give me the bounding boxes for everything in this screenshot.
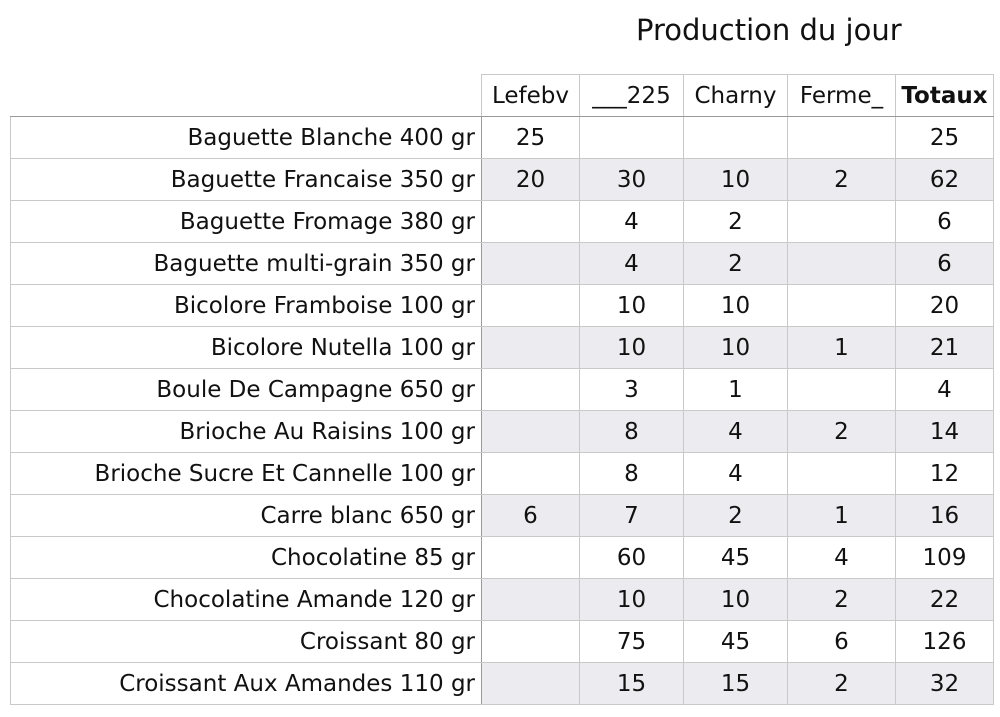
quantity-cell[interactable] [482, 537, 580, 579]
row-label[interactable]: Baguette Blanche 400 gr [11, 117, 482, 159]
quantity-cell[interactable]: 45 [684, 621, 788, 663]
row-label[interactable]: Baguette multi-grain 350 gr [11, 243, 482, 285]
quantity-cell[interactable]: 10 [684, 159, 788, 201]
table-row [11, 201, 994, 243]
total-cell[interactable]: 12 [896, 453, 994, 495]
row-label[interactable]: Carre blanc 650 gr [11, 495, 482, 537]
quantity-cell[interactable]: 2 [788, 411, 896, 453]
quantity-cell[interactable] [482, 327, 580, 369]
table-row [11, 285, 994, 327]
production-table [10, 74, 994, 705]
quantity-cell[interactable]: 2 [684, 201, 788, 243]
quantity-cell[interactable]: 2 [684, 495, 788, 537]
table-row [11, 117, 994, 159]
row-label[interactable]: Croissant 80 gr [11, 621, 482, 663]
row-label[interactable]: Boule De Campagne 650 gr [11, 369, 482, 411]
quantity-cell[interactable]: 7 [580, 495, 684, 537]
quantity-cell[interactable]: 25 [482, 117, 580, 159]
total-cell[interactable]: 6 [896, 243, 994, 285]
quantity-cell[interactable]: 10 [684, 579, 788, 621]
page-title: Production du jour [636, 13, 902, 47]
table-row [11, 159, 994, 201]
quantity-cell[interactable] [482, 243, 580, 285]
quantity-cell[interactable]: 1 [684, 369, 788, 411]
table-row [11, 537, 994, 579]
quantity-cell[interactable]: 3 [580, 369, 684, 411]
total-cell[interactable]: 25 [896, 117, 994, 159]
quantity-cell[interactable] [482, 579, 580, 621]
total-cell[interactable]: 22 [896, 579, 994, 621]
total-cell[interactable]: 14 [896, 411, 994, 453]
row-label[interactable]: Croissant Aux Amandes 110 gr [11, 663, 482, 705]
row-label[interactable]: Chocolatine 85 gr [11, 537, 482, 579]
table-row [11, 243, 994, 285]
quantity-cell[interactable]: 6 [482, 495, 580, 537]
row-label[interactable]: Brioche Au Raisins 100 gr [11, 411, 482, 453]
quantity-cell[interactable] [788, 243, 896, 285]
total-cell[interactable]: 126 [896, 621, 994, 663]
total-cell[interactable]: 109 [896, 537, 994, 579]
quantity-cell[interactable]: 2 [788, 579, 896, 621]
quantity-cell[interactable] [482, 621, 580, 663]
table-row [11, 327, 994, 369]
quantity-cell[interactable] [788, 285, 896, 327]
quantity-cell[interactable]: 10 [580, 327, 684, 369]
total-cell[interactable]: 6 [896, 201, 994, 243]
row-label[interactable]: Bicolore Framboise 100 gr [11, 285, 482, 327]
quantity-cell[interactable]: 20 [482, 159, 580, 201]
column-header-lefebv[interactable]: Lefebv [482, 75, 580, 117]
row-label[interactable]: Bicolore Nutella 100 gr [11, 327, 482, 369]
total-cell[interactable]: 20 [896, 285, 994, 327]
quantity-cell[interactable]: 1 [788, 327, 896, 369]
total-cell[interactable]: 4 [896, 369, 994, 411]
quantity-cell[interactable]: 4 [684, 453, 788, 495]
table-row [11, 453, 994, 495]
quantity-cell[interactable] [684, 117, 788, 159]
total-cell[interactable]: 32 [896, 663, 994, 705]
total-cell[interactable]: 16 [896, 495, 994, 537]
quantity-cell[interactable] [580, 117, 684, 159]
total-cell[interactable]: 62 [896, 159, 994, 201]
table-row [11, 369, 994, 411]
quantity-cell[interactable]: 75 [580, 621, 684, 663]
quantity-cell[interactable]: 10 [580, 579, 684, 621]
quantity-cell[interactable]: 4 [580, 243, 684, 285]
header-row [11, 75, 994, 117]
quantity-cell[interactable] [788, 369, 896, 411]
quantity-cell[interactable] [788, 117, 896, 159]
row-label[interactable]: Brioche Sucre Et Cannelle 100 gr [11, 453, 482, 495]
quantity-cell[interactable]: 10 [684, 327, 788, 369]
column-header-ferme[interactable]: Ferme_ [788, 75, 896, 117]
quantity-cell[interactable] [482, 453, 580, 495]
quantity-cell[interactable]: 2 [788, 663, 896, 705]
quantity-cell[interactable] [788, 453, 896, 495]
quantity-cell[interactable]: 30 [580, 159, 684, 201]
column-header-225[interactable]: ___225 [580, 75, 684, 117]
quantity-cell[interactable]: 45 [684, 537, 788, 579]
quantity-cell[interactable]: 10 [684, 285, 788, 327]
quantity-cell[interactable]: 15 [580, 663, 684, 705]
quantity-cell[interactable]: 8 [580, 411, 684, 453]
quantity-cell[interactable]: 2 [788, 159, 896, 201]
row-label[interactable]: Chocolatine Amande 120 gr [11, 579, 482, 621]
total-cell[interactable]: 21 [896, 327, 994, 369]
header-corner [11, 75, 482, 117]
table-row [11, 663, 994, 705]
table-row [11, 579, 994, 621]
quantity-cell[interactable] [482, 201, 580, 243]
quantity-cell[interactable]: 1 [788, 495, 896, 537]
table-row [11, 411, 994, 453]
quantity-cell[interactable]: 6 [788, 621, 896, 663]
quantity-cell[interactable]: 4 [580, 201, 684, 243]
quantity-cell[interactable]: 10 [580, 285, 684, 327]
quantity-cell[interactable] [482, 663, 580, 705]
quantity-cell[interactable] [482, 411, 580, 453]
column-header-charny[interactable]: Charny [684, 75, 788, 117]
quantity-cell[interactable]: 8 [580, 453, 684, 495]
table-row [11, 495, 994, 537]
quantity-cell[interactable] [788, 201, 896, 243]
quantity-cell[interactable]: 2 [684, 243, 788, 285]
quantity-cell[interactable]: 4 [788, 537, 896, 579]
quantity-cell[interactable] [482, 369, 580, 411]
quantity-cell[interactable]: 4 [684, 411, 788, 453]
row-label[interactable]: Baguette Fromage 380 gr [11, 201, 482, 243]
row-label[interactable]: Baguette Francaise 350 gr [11, 159, 482, 201]
quantity-cell[interactable]: 15 [684, 663, 788, 705]
quantity-cell[interactable]: 60 [580, 537, 684, 579]
table-row [11, 621, 994, 663]
quantity-cell[interactable] [482, 285, 580, 327]
column-header-totaux[interactable]: Totaux [896, 75, 994, 117]
